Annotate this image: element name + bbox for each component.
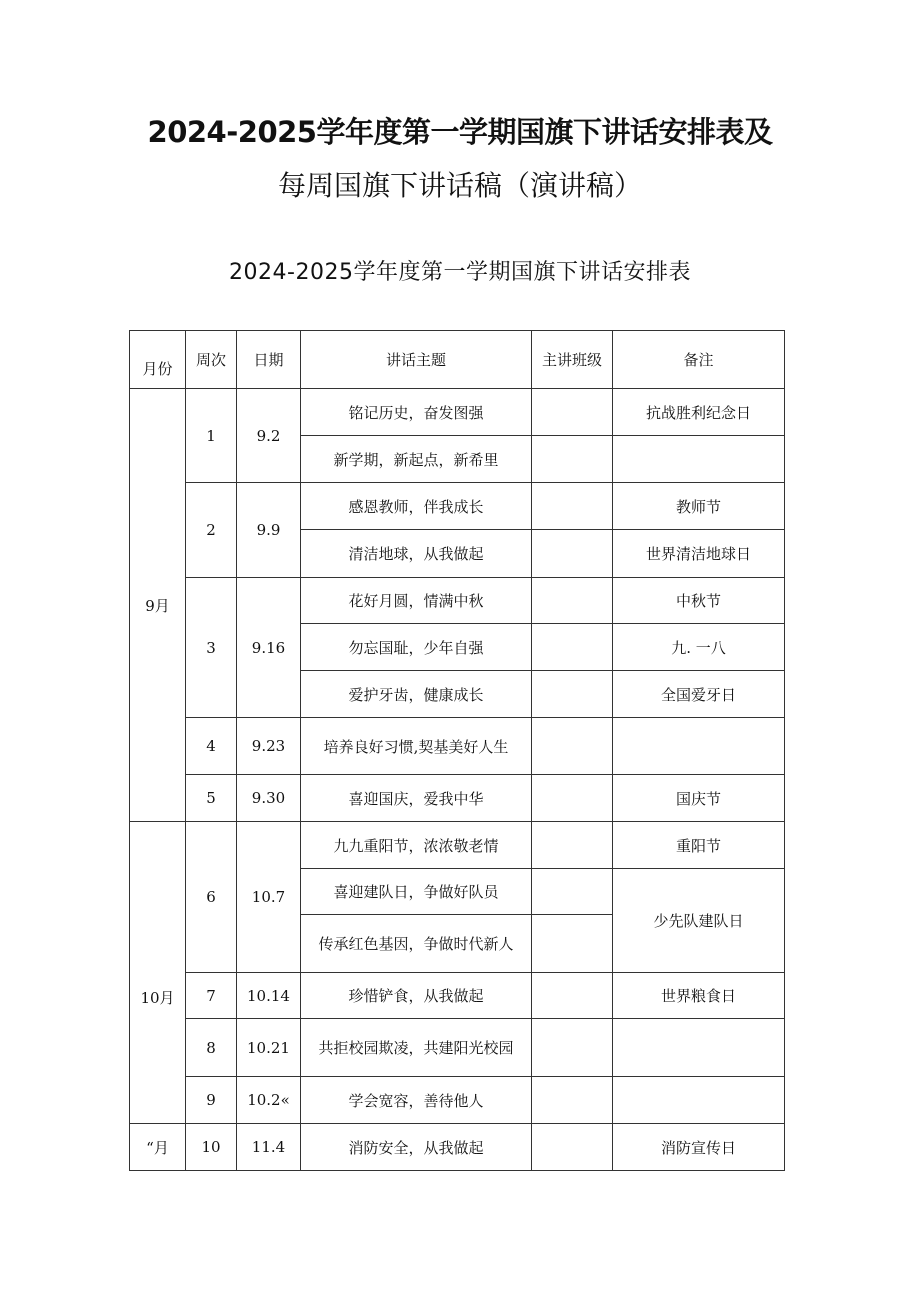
class-cell [532, 915, 613, 973]
topic-cell: 培养良好习惯,契基美好人生 [301, 718, 532, 775]
class-cell [532, 624, 613, 671]
topic-cell: 传承红色基因，争做时代新人 [301, 915, 532, 973]
week-cell: 9 [186, 1077, 237, 1124]
topic-cell: 珍惜铲食，从我做起 [301, 973, 532, 1019]
date-cell: 10.21 [237, 1019, 301, 1077]
class-cell [532, 578, 613, 624]
week-cell: 8 [186, 1019, 237, 1077]
table-title: 2024-2025学年度第一学期国旗下讲话安排表 [229, 260, 691, 285]
date-cell: 11.4 [237, 1124, 301, 1171]
topic-cell: 新学期，新起点，新希里 [301, 436, 532, 483]
header-note: 备注 [613, 331, 785, 389]
class-cell [532, 671, 613, 718]
table-row [130, 718, 785, 775]
note-cell: 少先队建队日 [613, 869, 785, 973]
note-cell: 抗战胜利纪念日 [613, 389, 785, 436]
week-cell: 6 [186, 822, 237, 973]
document-title-line-2: 每周国旗下讲话稿（演讲稿） [277, 169, 642, 202]
table-row [130, 1019, 785, 1077]
note-cell [613, 436, 785, 483]
week-cell: 10 [186, 1124, 237, 1171]
date-cell: 9.2 [237, 389, 301, 483]
class-cell [532, 530, 613, 578]
date-cell: 9.9 [237, 483, 301, 578]
note-cell [613, 1077, 785, 1124]
class-cell [532, 436, 613, 483]
note-cell [613, 718, 785, 775]
table-row [130, 1077, 785, 1124]
date-cell: 9.30 [237, 775, 301, 822]
note-cell: 教师节 [613, 483, 785, 530]
class-cell [532, 1077, 613, 1124]
week-cell: 3 [186, 578, 237, 718]
header-date: 日期 [237, 331, 301, 389]
table-row [130, 775, 785, 822]
topic-cell: 铭记历史，奋发图强 [301, 389, 532, 436]
class-cell [532, 775, 613, 822]
topic-cell: 消防安全，从我做起 [301, 1124, 532, 1171]
note-cell: 中秋节 [613, 578, 785, 624]
week-cell: 5 [186, 775, 237, 822]
topic-cell: 九九重阳节，浓浓敬老情 [301, 822, 532, 869]
topic-cell: 学会宽容，善待他人 [301, 1077, 532, 1124]
header-topic: 讲话主题 [301, 331, 532, 389]
topic-cell: 清洁地球，从我做起 [301, 530, 532, 578]
table-row [130, 822, 785, 869]
topic-cell: 感恩教师，伴我成长 [301, 483, 532, 530]
class-cell [532, 718, 613, 775]
table-header-row [130, 331, 785, 389]
note-cell: 世界粮食日 [613, 973, 785, 1019]
month-cell: “月 [130, 1124, 186, 1171]
date-cell: 10.7 [237, 822, 301, 973]
month-cell: 9月 [130, 389, 186, 822]
table-row [130, 389, 785, 436]
note-cell: 世界清洁地球日 [613, 530, 785, 578]
topic-cell: 喜迎国庆，爱我中华 [301, 775, 532, 822]
class-cell [532, 1019, 613, 1077]
table-row [130, 973, 785, 1019]
class-cell [532, 822, 613, 869]
week-cell: 1 [186, 389, 237, 483]
document-title-line-1: 2024-2025学年度第一学期国旗下讲话安排表及 [147, 115, 773, 149]
class-cell [532, 973, 613, 1019]
date-cell: 10.2« [237, 1077, 301, 1124]
note-cell: 全国爱牙日 [613, 671, 785, 718]
topic-cell: 喜迎建队日，争做好队员 [301, 869, 532, 915]
table-row [130, 578, 785, 624]
note-cell: 国庆节 [613, 775, 785, 822]
topic-cell: 共拒校园欺凌，共建阳光校园 [301, 1019, 532, 1077]
month-cell: 10月 [130, 822, 186, 1124]
note-cell [613, 1019, 785, 1077]
week-cell: 4 [186, 718, 237, 775]
date-cell: 9.16 [237, 578, 301, 718]
schedule-table [129, 330, 785, 1171]
header-week: 周次 [186, 331, 237, 389]
date-cell: 10.14 [237, 973, 301, 1019]
class-cell [532, 389, 613, 436]
date-cell: 9.23 [237, 718, 301, 775]
note-cell: 九. 一八 [613, 624, 785, 671]
week-cell: 7 [186, 973, 237, 1019]
class-cell [532, 1124, 613, 1171]
header-class: 主讲班级 [532, 331, 613, 389]
note-cell: 重阳节 [613, 822, 785, 869]
topic-cell: 爱护牙齿，健康成长 [301, 671, 532, 718]
table-row [130, 1124, 785, 1171]
topic-cell: 花好月圆，情满中秋 [301, 578, 532, 624]
note-cell: 消防宣传日 [613, 1124, 785, 1171]
table-row [130, 483, 785, 530]
topic-cell: 勿忘国耻，少年自强 [301, 624, 532, 671]
week-cell: 2 [186, 483, 237, 578]
header-month: 月份 [130, 331, 186, 389]
class-cell [532, 483, 613, 530]
class-cell [532, 869, 613, 915]
